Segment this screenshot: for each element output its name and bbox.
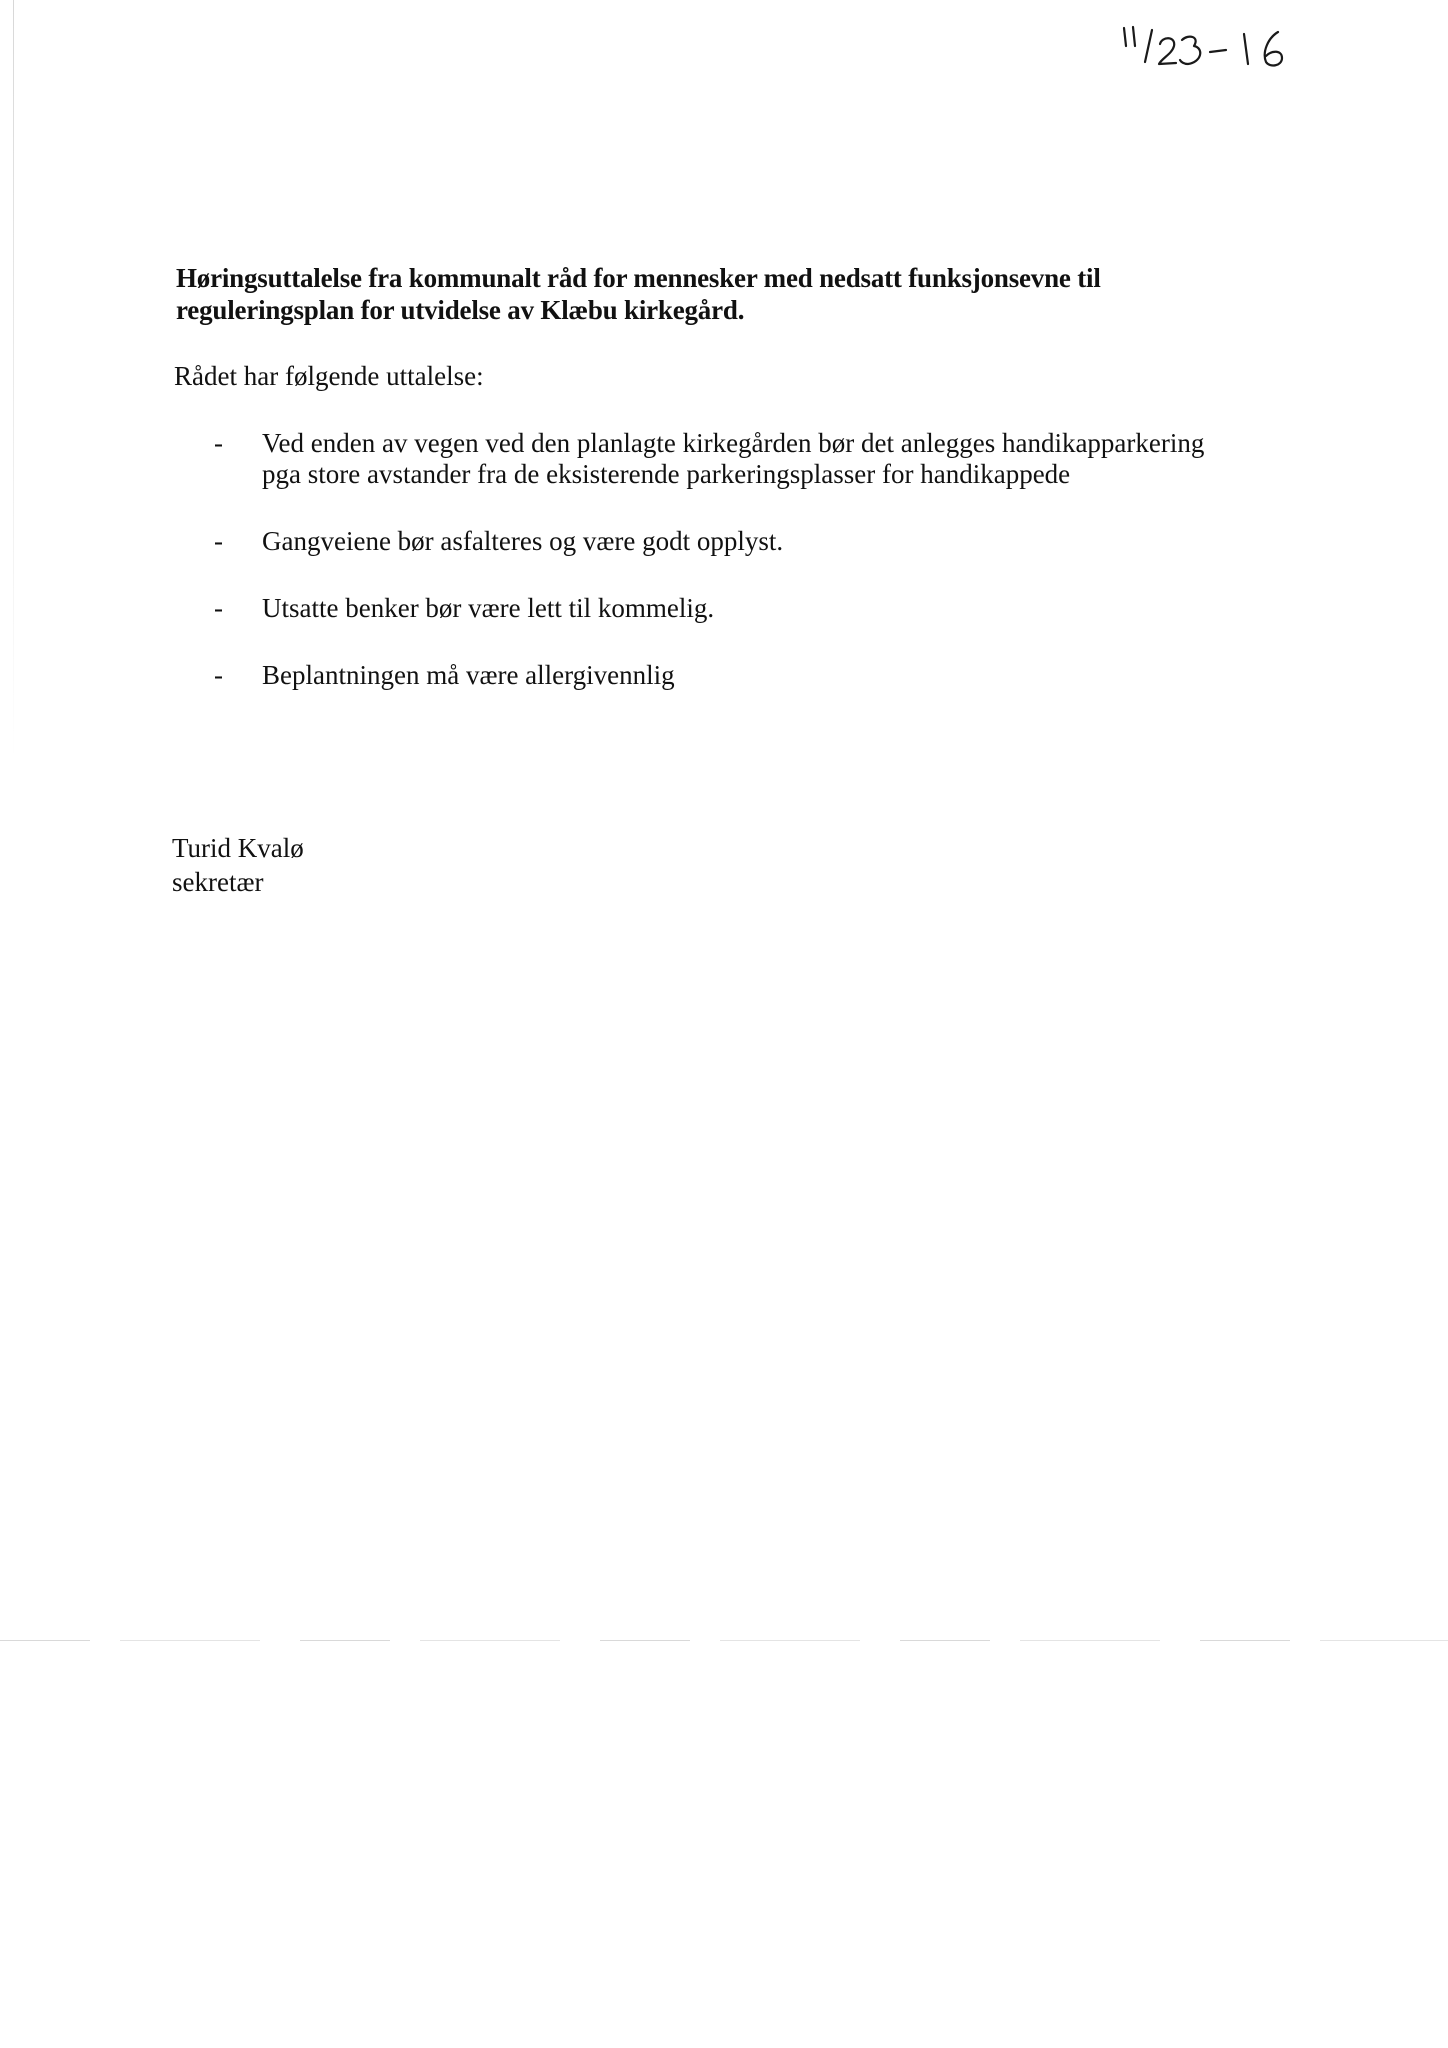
signature-block <box>172 831 304 899</box>
bullet-dash: - <box>214 660 223 690</box>
list-item-text: Beplantningen må være allergivennlig <box>262 660 675 690</box>
bullet-dash: - <box>214 428 223 458</box>
list-item-text: Gangveiene bør asfalteres og være godt opplyst. <box>262 526 784 556</box>
handwritten-reference-drawing <box>1118 22 1338 72</box>
signature-name: Turid Kvalø <box>172 833 304 863</box>
list-item <box>214 593 1234 624</box>
handwritten-reference-text <box>1338 22 1339 23</box>
list-item <box>214 428 1234 490</box>
list-item-text: Ved enden av vegen ved den planlagte kirkegården bør det anlegges handikapparkering pga store avstander fra de eksisterende parkeringsplasser for handikappede <box>262 428 1205 489</box>
handwritten-reference-number <box>1118 22 1338 72</box>
signature-role: sekretær <box>172 867 264 897</box>
bullet-dash: - <box>214 526 223 556</box>
list-item <box>214 526 1234 557</box>
bullet-dash: - <box>214 593 223 623</box>
document-title: Høringsuttalelse fra kommunalt råd for mennesker med nedsatt funksjonsevne til reguleringsplan for utvidelse av Klæbu kirkegård. <box>176 263 1101 325</box>
list-item-text: Utsatte benker bør være lett til kommelig. <box>262 593 715 623</box>
list-item <box>214 660 1234 691</box>
scan-artifact-line <box>0 1640 1448 1641</box>
intro-text: Rådet har følgende uttalelse: <box>174 361 484 391</box>
scan-edge-line <box>13 0 14 760</box>
statement-list <box>214 428 1234 691</box>
